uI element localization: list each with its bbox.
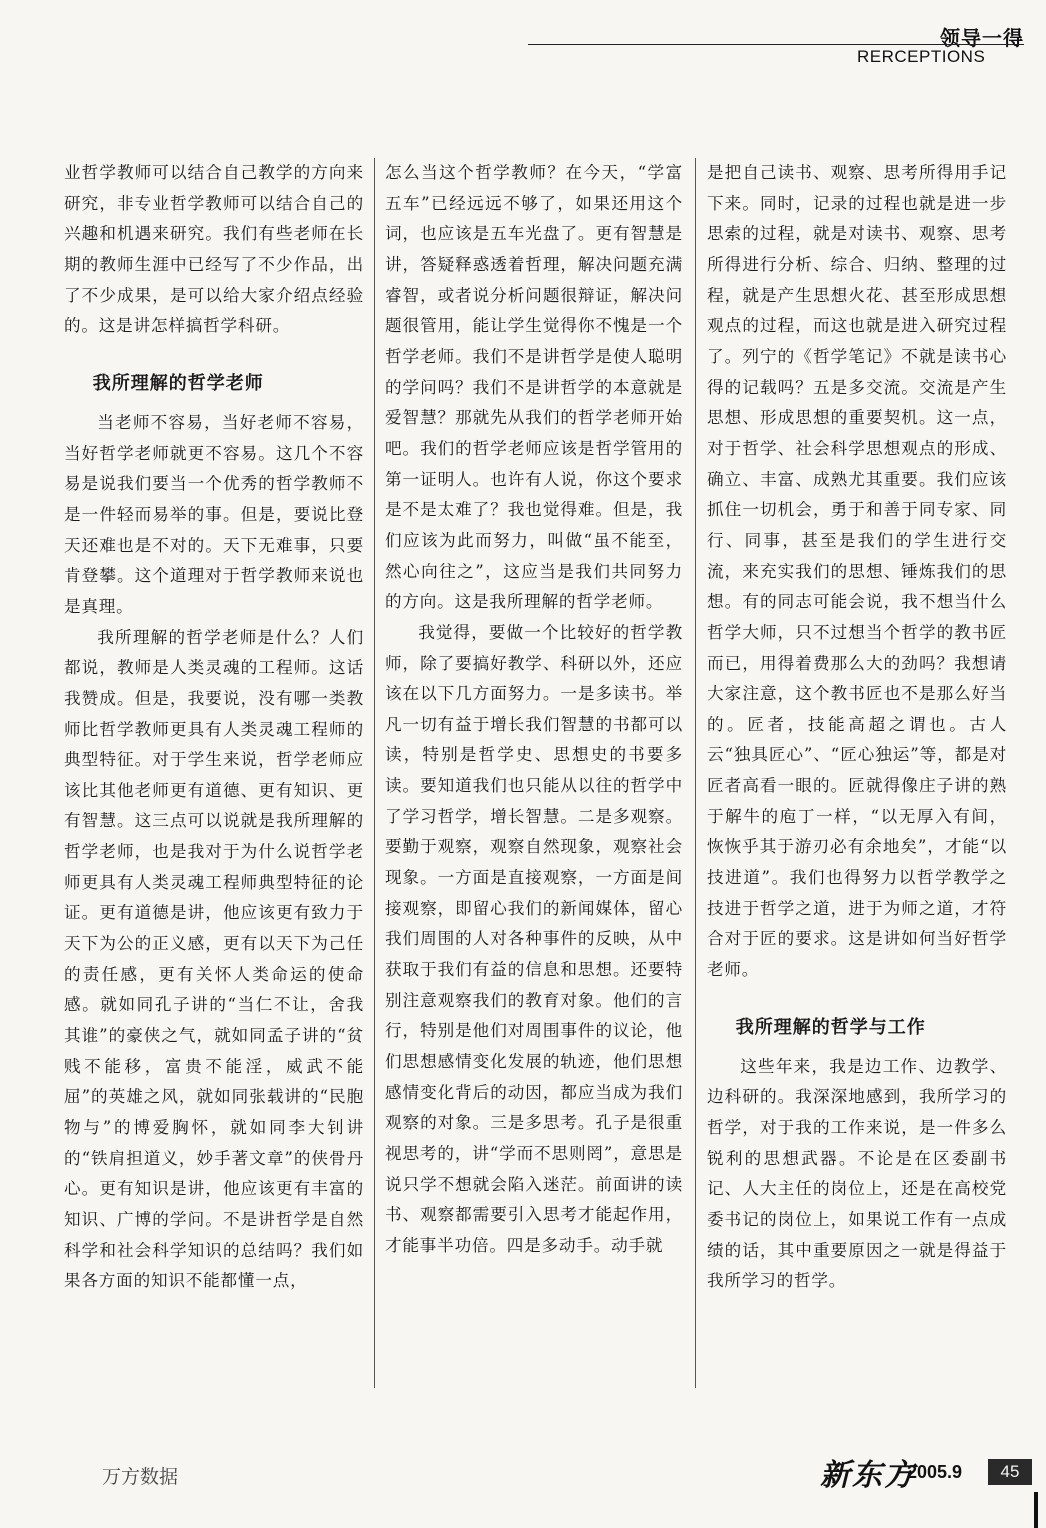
page-number: 45 bbox=[988, 1459, 1032, 1485]
paragraph: 我觉得，要做一个比较好的哲学教师，除了要搞好教学、科研以外，还应该在以下几方面努力。一是多读书。举凡一切有益于增长我们智慧的书都可以读，特别是哲学史、思想史的书要多读。要知道我们也只能从以往的哲学中了学习哲学，增长智慧。二是多观察。要勤于观察，观察自然现象，观察社会现象。一方面是直接观察，一方面是间接观察，即留心我们的新闻媒体，留心我们周围的人对各种事件的反映，从中获取于我们有益的信息和思想。还要特别注意观察我们的教育对象。他们的言行，特别是他们对周围事件的议论，他们思想感情变化发展的轨迹，他们思想感情变化背后的动因，都应当成为我们观察的对象。三是多思考。孔子是很重视思考的，讲“学而不思则罔”，意思是说只学不想就会陷入迷茫。前面讲的读书、观察都需要引入思考才能起作用，才能事半功倍。四是多动手。动手就 bbox=[385, 622, 683, 1255]
paragraph: 是把自己读书、观察、思考所得用手记下来。同时，记录的过程也就是进一步思索的过程，就是对读书、观察、思考所得进行分析、综合、归纳、整理的过程，就是产生思想火花、甚至形成思想观点的过程，而这也就是进入研究过程了。列宁的《哲学笔记》不就是读书心得的记载吗？五是多交流。交流是产生思想、形成思想的重要契机。这一点，对于哲学、社会科学思想观点的形成、确立、丰富、成熟尤其重要。我们应该抓住一切机会，勇于和善于同专家、同行、同事，甚至是我们的学生进行交流，来充实我们的思想、锤炼我们的思想。有的同志可能会说，我不想当什么哲学大师，只不过想当个哲学的教书匠而已，用得着费那么大的劲吗？我想请大家注意，这个教书匠也不是那么好当的。匠者，技能高超之谓也。古人云“独具匠心”、“匠心独运”等，都是对匠者高看一眼的。匠就得像庄子讲的熟于解牛的庖丁一样，“以无厚入有间，恢恢乎其于游刃必有余地矣”，才能“以技进道”。我们也得努力以哲学教学之技进于哲学之道，进于为师之道，才符合对于匠的要求。这是讲如何当好哲学老师。 bbox=[707, 163, 1007, 980]
article-column-1 bbox=[64, 158, 364, 1398]
issue-number: 2005.9 bbox=[907, 1462, 963, 1482]
column-divider bbox=[374, 158, 375, 1388]
article-column-3 bbox=[707, 158, 1007, 1398]
paragraph: 我所理解的哲学老师是什么？人们都说，教师是人类灵魂的工程师。这话我赞成。但是，我要说，没有哪一类教师比哲学教师更具有人类灵魂工程师的典型特征。对于学生来说，哲学老师应该比其他老师更有道德、更有知识、更有智慧。这三点可以说就是我所理解的哲学老师，也是我对于为什么说哲学老师更具有人类灵魂工程师典型特征的论证。更有道德是讲，他应该更有致力于天下为公的正义感，更有以天下为己任的责任感，更有关怀人类命运的使命感。就如同孔子讲的“当仁不让，舍我其谁”的豪侠之气，就如同孟子讲的“贫贱不能移，富贵不能淫，威武不能屈”的英雄之风，就如同张载讲的“民胞物与”的博爱胸怀，就如同李大钊讲的“铁肩担道义，妙手著文章”的侠骨丹心。更有知识是讲，他应该更有丰富的知识、广博的学问。不是讲哲学是自然科学和社会科学知识的总结吗？我们如果各方面的知识不能都懂一点， bbox=[64, 627, 364, 1291]
section-heading: 我所理解的哲学与工作 bbox=[735, 1016, 926, 1038]
section-heading: 我所理解的哲学老师 bbox=[92, 372, 264, 394]
header-rule bbox=[528, 44, 1024, 45]
paragraph: 业哲学教师可以结合自己教学的方向来研究，非专业哲学教师可以结合自己的兴趣和机遇来研究。我们有些老师在长期的教师生涯中已经写了不少作品，出了不少成果，是可以给大家介绍点经验的。这是讲怎样搞哲学科研。 bbox=[64, 163, 364, 336]
section-subtitle: RERCEPTIONS bbox=[857, 47, 986, 66]
corner-mark bbox=[1034, 1492, 1038, 1528]
article-column-2 bbox=[385, 158, 683, 1398]
magazine-logo: 新东方 bbox=[820, 1458, 916, 1493]
column-divider bbox=[695, 158, 696, 1388]
paragraph: 怎么当这个哲学教师？在今天，“学富五车”已经远远不够了，如果还用这个词，也应该是五车光盘了。更有智慧是讲，答疑释惑透着哲理，解决问题充满睿智，或者说分析问题很辩证，解决问题很管用，能让学生觉得你不愧是一个哲学老师。我们不是讲哲学是使人聪明的学问吗？我们不是讲哲学的本意就是爱智慧？那就先从我们的哲学老师开始吧。我们的哲学老师应该是哲学管用的第一证明人。也许有人说，你这个要求是不是太难了？我也觉得难。但是，我们应该为此而努力，叫做“虽不能至，然心向往之”，这应当是我们共同努力的方向。这是我所理解的哲学老师。 bbox=[385, 163, 683, 612]
watermark-text: 万方数据 bbox=[102, 1466, 179, 1488]
section-label: 领导一得 bbox=[940, 26, 1024, 50]
paragraph: 这些年来，我是边工作、边教学、边科研的。我深深地感到，我所学习的哲学，对于我的工作来说，是一件多么锐利的思想武器。不论是在区委副书记、人大主任的岗位上，还是在高校党委书记的岗位上，如果说工作有一点成绩的话，其中重要原因之一就是得益于我所学习的哲学。 bbox=[707, 1056, 1007, 1291]
paragraph: 当老师不容易，当好老师不容易，当好哲学老师就更不容易。这几个不容易是说我们要当一个优秀的哲学教师不是一件轻而易举的事。但是，要说比登天还难也是不对的。天下无难事，只要肯登攀。这个道理对于哲学教师来说也是真理。 bbox=[64, 412, 364, 616]
